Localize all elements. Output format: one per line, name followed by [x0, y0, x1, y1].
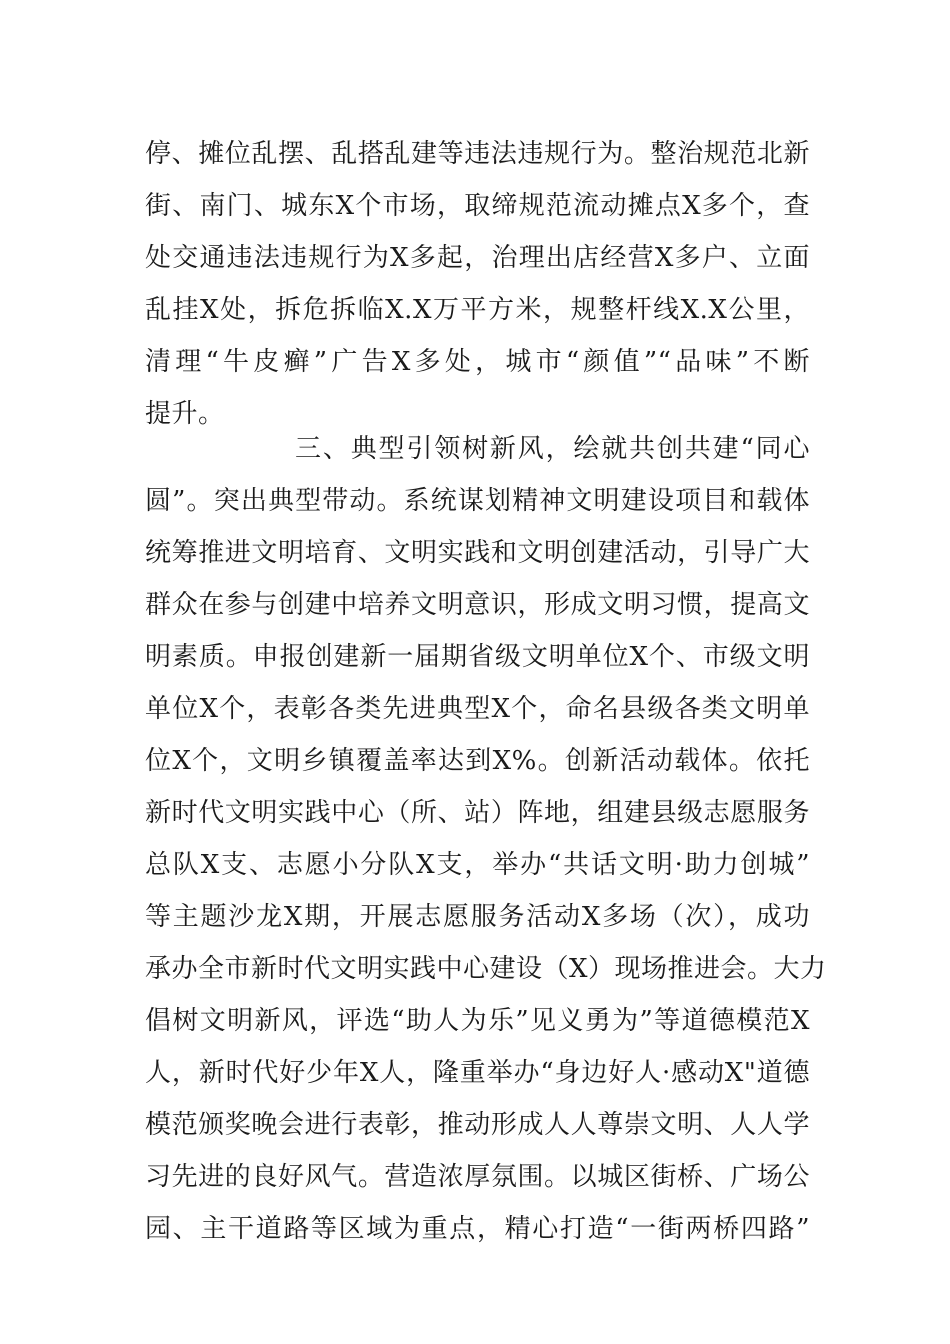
text-line: 乱挂X处，拆危拆临X.X万平方米，规整杆线X.X公里， [145, 295, 810, 325]
text-line: 位X个，文明乡镇覆盖率达到X%。创新活动载体。依托 [145, 746, 810, 776]
paragraph-2 [145, 423, 827, 1255]
text-line: 群众在参与创建中培养文明意识，形成文明习惯，提高文 [145, 590, 810, 620]
text-line: 停、摊位乱摆、乱搭乱建等违法违规行为。整治规范北新 [145, 139, 810, 169]
text-line: 园、主干道路等区域为重点，精心打造“一街两桥四路” [145, 1214, 810, 1244]
text-line: 习先进的良好风气。营造浓厚氛围。以城区街桥、广场公 [145, 1162, 810, 1192]
text-line: 模范颁奖晚会进行表彰，推动形成人人尊崇文明、人人学 [145, 1110, 810, 1140]
text-line: 等主题沙龙X期，开展志愿服务活动X多场（次），成功 [145, 902, 810, 932]
text-line: 倡树文明新风，评选“助人为乐”见义勇为”等道德模范X [145, 1006, 810, 1036]
text-line: 单位X个，表彰各类先进典型X个，命名县级各类文明单 [145, 694, 810, 724]
text-line: 统筹推进文明培育、文明实践和文明创建活动，引导广大 [145, 538, 810, 568]
text-line: 街、南门、城东X个市场，取缔规范流动摊点X多个，查 [145, 191, 810, 221]
text-line: 处交通违法违规行为X多起，治理出店经营X多户、立面 [145, 243, 810, 273]
text-line: 清理“牛皮癣”广告X多处，城市“颜值”“品味”不断 [145, 347, 810, 377]
text-line: 新时代文明实践中心（所、站）阵地，组建县级志愿服务 [145, 798, 810, 828]
paragraph-1 [145, 128, 810, 440]
text-line: 承办全市新时代文明实践中心建设（X）现场推进会。大力 [145, 954, 827, 984]
text-line: 提升。 [145, 399, 225, 429]
text-line: 人，新时代好少年X人，隆重举办“身边好人·感动X"道德 [145, 1058, 810, 1088]
text-line: 圆”。突出典型带动。系统谋划精神文明建设项目和载体 [145, 486, 810, 516]
section-heading-line: 三、典型引领树新风，绘就共创共建“同心 [295, 434, 810, 464]
text-line: 明素质。申报创建新一届期省级文明单位X个、市级文明 [145, 642, 810, 672]
text-line: 总队X支、志愿小分队X支，举办“共话文明·助力创城” [145, 850, 810, 880]
